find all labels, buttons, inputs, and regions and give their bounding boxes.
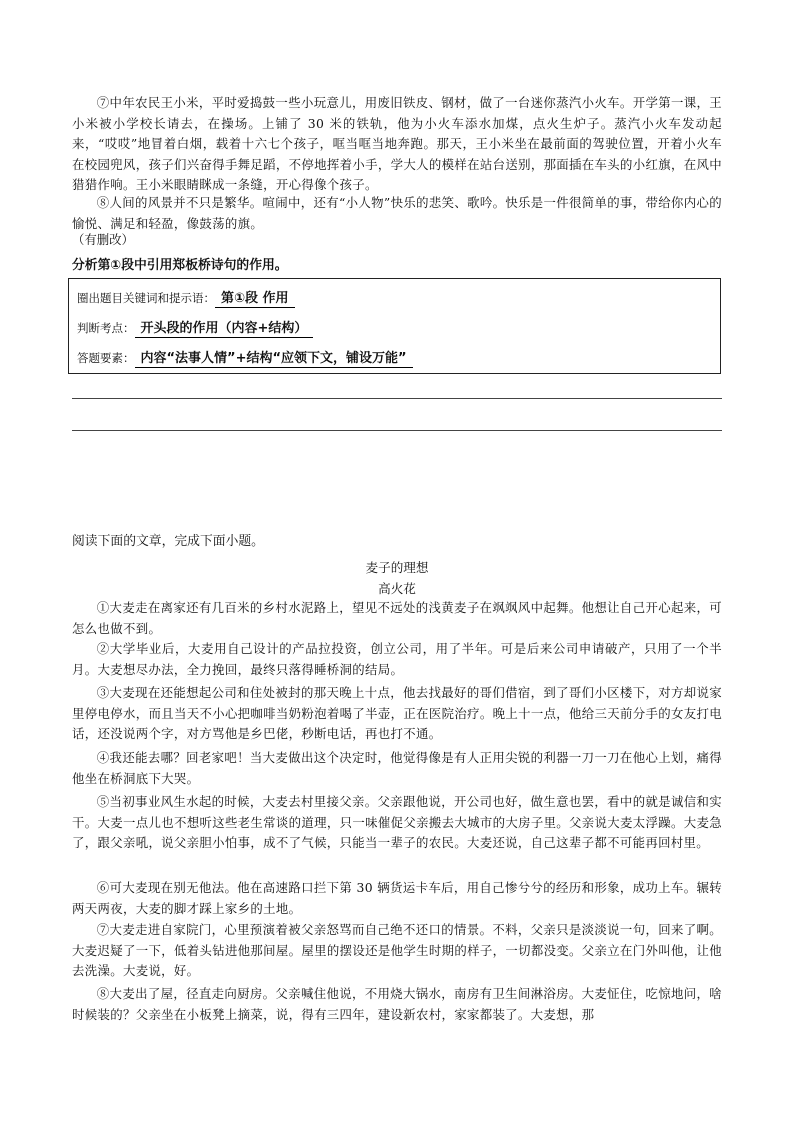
keywords-answer: 第①段 作用	[215, 291, 295, 308]
answer-line-2[interactable]	[72, 430, 722, 431]
paragraph-8: ⑧人间的风景并不只是繁华。喧闹中，还有“小人物”快乐的悲笑、歌吟。快乐是一件很简单的事，带给你内心的愉悦、满足和轻盈，像鼓荡的旗。	[72, 195, 722, 231]
keywords-label: 圈出题目关键词和提示语：	[77, 291, 215, 305]
focus-label: 判断考点：	[77, 321, 135, 335]
paragraph-7: ⑦中年农民王小米，平时爱捣鼓一些小玩意儿，用废旧铁皮、钢材，做了一台迷你蒸汽小火车。开学第一课，王小米被小学校长请去，在操场。上铺了 30 米的铁轨，他为小火车添水加煤，点火生炉子。蒸汽小火车发动起来，“哎哎”地冒着白烟，载着十六七个孩子，哐当哐当地奔跑。那天，王小米坐在最前面的驾驶位置，开着小火车在校园兜风，孩子们兴奋得手舞足蹈，不停地挥着小手，学大人的模样在站台送别，那面插在车头的小红旗，在风中猎猎作响。王小米眼睛眯成一条缝，开心得像个孩子。	[72, 95, 722, 192]
elements-label: 答题要素：	[77, 351, 135, 365]
edit-note: （有删改）	[72, 232, 134, 247]
article-title: 麦子的理想	[365, 560, 429, 575]
article-paragraph-7: ⑦大麦走进自家院门，心里预演着被父亲怒骂而自己绝不还口的情景。不料，父亲只是淡淡说一句，回来了啊。大麦迟疑了一下，低着头钻进他那间屋。屋里的摆设还是他学生时期的样子，一切都没变。父亲立在门外叫他，让他去洗澡。大麦说，好。	[72, 922, 722, 978]
guide-row-elements	[77, 347, 413, 366]
guide-row-keywords	[77, 287, 295, 306]
article-paragraph-3: ③大麦现在还能想起公司和住处被封的那天晚上十点，他去找最好的哥们借宿，到了哥们小区楼下，对方却说家里停电停水，而且当天不小心把咖啡当奶粉泡着喝了半壶，正在医院治疗。晚上十一点，他给三天前分手的女友打电话，还没说两个字，对方骂他是乡巴佬，秒断电话，再也打不通。	[72, 685, 722, 741]
article-paragraph-1: ①大麦走在离家还有几百米的乡村水泥路上，望见不远处的浅黄麦子在飒飒风中起舞。他想让自己开心起来，可怎么也做不到。	[72, 600, 722, 636]
article-paragraph-2: ②大学毕业后，大麦用自己设计的产品拉投资，创立公司，用了半年。可是后来公司申请破产，只用了一个半月。大麦想尽办法，全力挽回，最终只落得睡桥洞的结局。	[72, 641, 722, 677]
focus-answer: 开头段的作用（内容+结构）	[135, 321, 314, 338]
article-paragraph-6: ⑥可大麦现在别无他法。他在高速路口拦下第 30 辆货运卡车后，用自己惨兮兮的经历和形象，成功上车。辗转两天两夜，大麦的脚才踩上家乡的土地。	[72, 880, 722, 916]
question-text: 分析第①段中引用郑板桥诗句的作用。	[72, 258, 288, 273]
article-paragraph-4: ④我还能去哪？回老家吧！当大麦做出这个决定时，他觉得像是有人正用尖锐的利器一刀一刀在他心上划，痛得他坐在桥洞底下大哭。	[72, 750, 722, 786]
article-author: 高火花	[378, 581, 416, 596]
reading-instruction: 阅读下面的文章，完成下面小题。	[72, 534, 264, 549]
answer-guide-box	[68, 278, 721, 374]
article-paragraph-8: ⑧大麦出了屋，径直走向厨房。父亲喊住他说，不用烧大锅水，南房有卫生间淋浴房。大麦怔住，吃惊地问，啥时候装的？父亲坐在小板凳上摘菜，说，得有三四年，建设新农村，家家都装了。大麦想，那	[72, 986, 722, 1022]
article-paragraph-5: ⑤当初事业风生水起的时候，大麦去村里接父亲。父亲跟他说，开公司也好，做生意也罢，看中的就是诚信和实干。大麦一点儿也不想听这些老生常谈的道理，只一味催促父亲搬去大城市的大房子里。父亲说大麦太浮躁。大麦急了，跟父亲吼，说父亲胆小怕事，成不了气候，只能当一辈子的农民。大麦还说，自己这辈子都不可能再回村里。	[72, 794, 722, 850]
elements-answer: 内容“法事人情”+结构“应领下文，铺设万能”	[135, 351, 413, 368]
answer-line-1[interactable]	[72, 398, 722, 399]
guide-row-focus	[77, 317, 313, 336]
